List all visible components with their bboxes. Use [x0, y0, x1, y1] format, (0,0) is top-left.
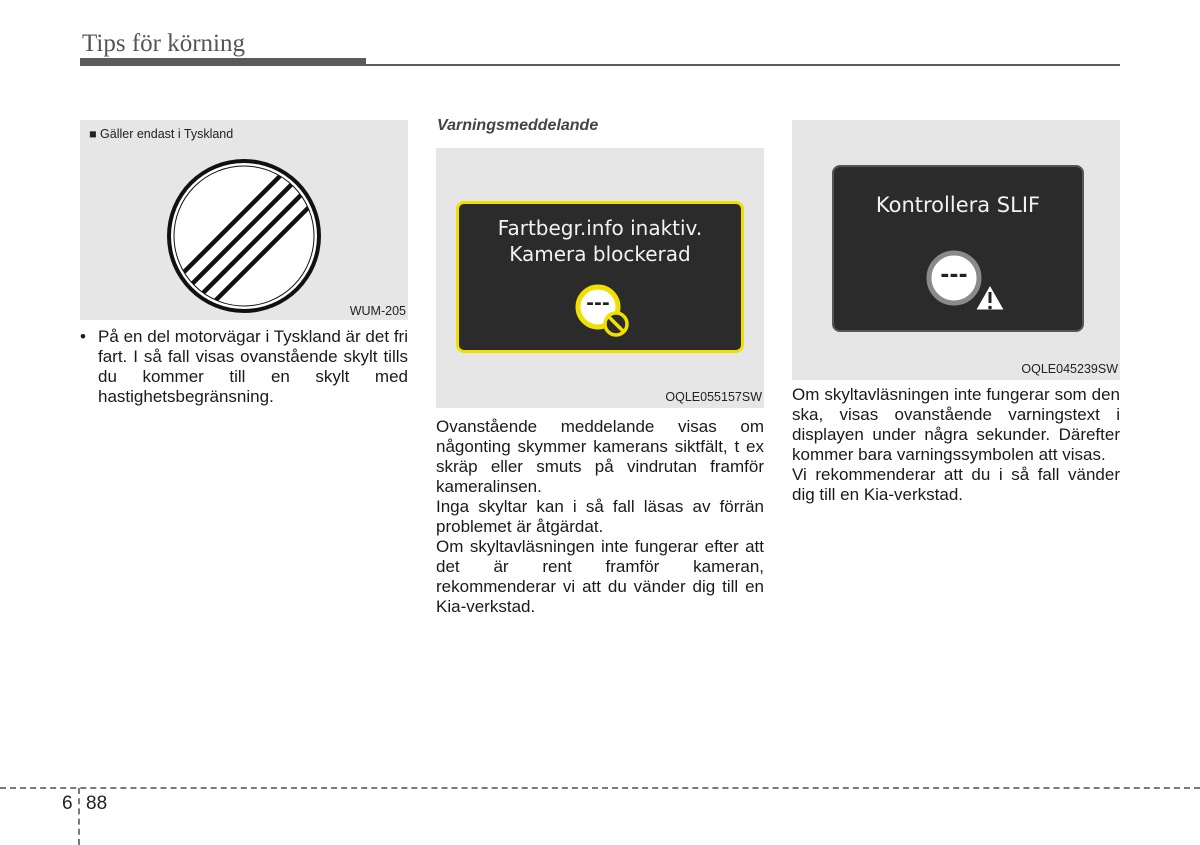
page-title: Tips för körning [82, 30, 245, 57]
header-bar [80, 58, 366, 66]
chapter-number: 6 [62, 793, 73, 814]
paragraph-1: Ovanstående meddelande visas om någonting skymmer kamerans siktfält, t ex skräp eller smuts på vindrutan framför kameralinsen. [436, 417, 764, 496]
derestriction-sign-icon [164, 156, 324, 316]
camera-blocked-symbol-icon [574, 283, 630, 339]
display-line-1: Fartbegr.info inaktiv. [497, 216, 703, 240]
figure-note: ■ Gäller endast i Tyskland [89, 127, 234, 141]
footer-divider [78, 788, 80, 845]
bullet-marker: • [80, 327, 86, 346]
paragraph-3: Om skyltavläsningen inte fungerar efter att det är rent framför kameran, rekommenderar vi att du vänder dig till en Kia-verkstad. [436, 537, 764, 616]
bullet-text: På en del motorvägar i Tyskland är det fri fart. I så fall visas ovanstående skylt tills du kommer till en skylt med hastighetsbegränsning. [98, 327, 408, 406]
column-2-text [436, 417, 764, 617]
figure-code: OQLE055157SW [665, 390, 762, 404]
display-title: Kontrollera SLIF [875, 193, 1041, 217]
figure-camera-blocked [436, 148, 764, 408]
page-number: 88 [86, 793, 108, 814]
paragraph-2: Inga skyltar kan i så fall läsas av förrän problemet är åtgärdat. [436, 497, 764, 536]
figure-derestriction-sign [80, 120, 408, 320]
warning-display-yellow [456, 201, 744, 353]
figure-code: OQLE045239SW [1021, 362, 1118, 376]
symbol-dashes: --- [586, 292, 610, 314]
column-3-text [792, 385, 1120, 505]
slif-warning-symbol-icon [924, 248, 1010, 316]
display-line-2: Kamera blockerad [509, 242, 691, 266]
figure-check-slif [792, 120, 1120, 380]
figure-code: WUM-205 [349, 304, 406, 318]
paragraph-1: Om skyltavläsningen inte fungerar som den ska, visas ovanstående varningstext i displayen under några sekunder. Därefter kommer bara varningssymbolen att visas. [792, 385, 1120, 464]
section-heading: Varningsmeddelande [437, 117, 599, 134]
symbol-dashes: --- [940, 263, 968, 288]
header-rule [366, 64, 1120, 66]
footer-rule [0, 787, 1200, 789]
warning-display-dark [832, 165, 1084, 332]
paragraph-2: Vi rekommenderar att du i så fall vänder dig till en Kia-verkstad. [792, 465, 1120, 504]
bullet-paragraph [80, 327, 408, 407]
